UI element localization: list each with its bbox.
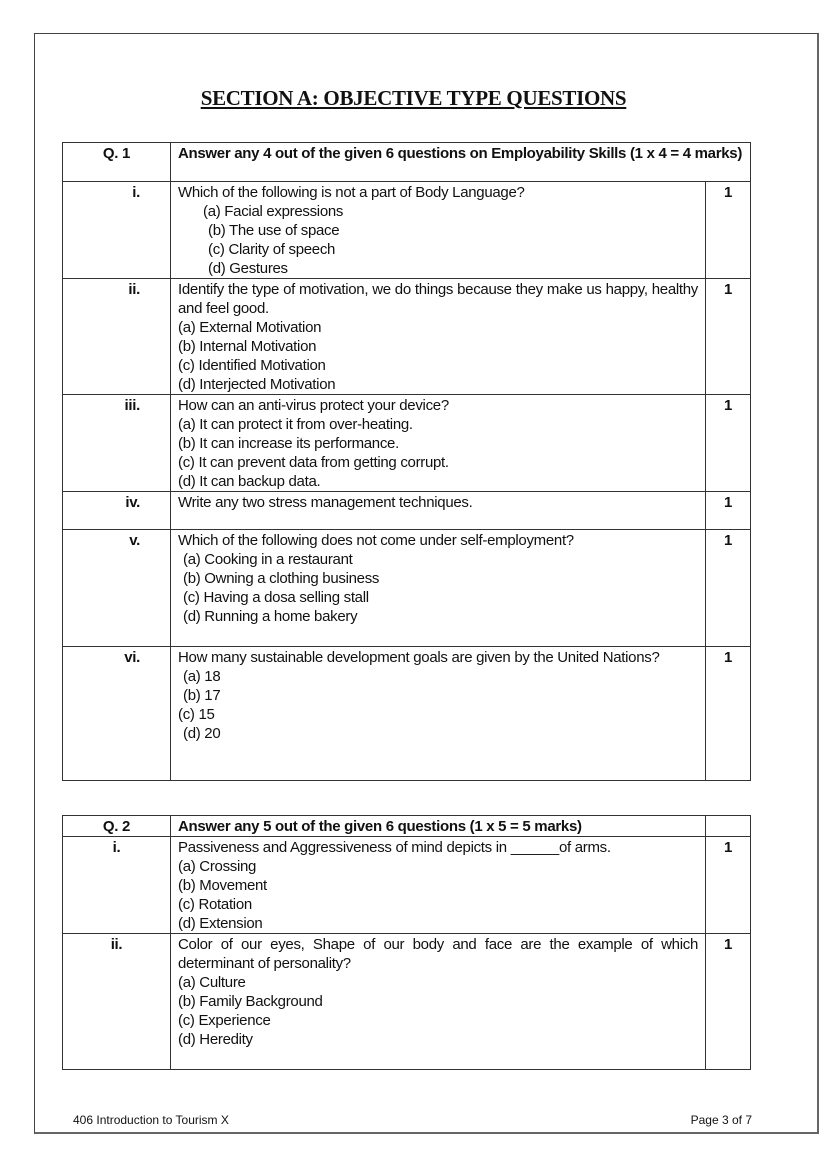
question-row [63,530,751,647]
item-content [171,182,706,279]
footer-course: 406 Introduction to Tourism X [73,1113,229,1127]
answer-option: (d) It can backup data. [178,473,321,490]
answer-option: (a) Crossing [178,858,257,875]
item-question-text: Passiveness and Aggressiveness of mind depicts in ______of arms. [178,839,611,856]
answer-option: (b) It can increase its performance. [178,435,399,452]
question-row [63,492,751,530]
item-marks: 1 [706,837,751,934]
section-title: SECTION A: OBJECTIVE TYPE QUESTIONS [200,86,627,110]
item-marks: 1 [706,492,751,530]
footer-page-number: Page 3 of 7 [690,1113,752,1127]
answer-option: (a) It can protect it from over-heating. [178,416,413,433]
item-marks: 1 [706,934,751,1070]
item-content [171,647,706,781]
marks-header-cell [706,816,751,837]
answer-option: (b) Movement [178,877,267,894]
answer-option: (c) Rotation [178,896,252,913]
question-row [63,837,751,934]
answer-option: (c) It can prevent data from getting corrupt. [178,454,449,471]
item-number: i. [63,182,171,279]
answer-option: (c) 15 [178,706,215,723]
item-question-text: Color of our eyes, Shape of our body and face are the example of which determinant of personality? [178,936,698,972]
answer-option: (d) Interjected Motivation [178,376,336,393]
question-row [63,647,751,781]
answer-option: (c) Identified Motivation [178,357,326,374]
item-number: i. [63,837,171,934]
answer-option: (d) Extension [178,915,263,932]
question-2-table [62,815,751,1070]
item-content [171,395,706,492]
answer-option: (a) Cooking in a restaurant [183,551,353,568]
item-question-text: Which of the following does not come under self-employment? [178,532,574,549]
item-question-text: Write any two stress management techniques. [178,494,473,511]
answer-option: (b) Owning a clothing business [183,570,380,587]
question-header-row [63,816,751,837]
question-instruction: Answer any 5 out of the given 6 questions (1 x 5 = 5 marks) [171,816,706,837]
answer-option: (b) Internal Motivation [178,338,317,355]
question-number: Q. 2 [63,816,171,837]
item-question-text: Identify the type of motivation, we do things because they make us happy, healthy and feel good. [178,281,698,317]
answer-option: (a) Facial expressions [203,203,344,220]
answer-option: (c) Clarity of speech [208,241,336,258]
answer-option: (a) Culture [178,974,246,991]
item-content [171,934,706,1070]
answer-option: (d) Heredity [178,1031,253,1048]
item-marks: 1 [706,279,751,395]
question-header-row [63,143,751,182]
item-question-text: Which of the following is not a part of Body Language? [178,184,525,201]
item-content [171,530,706,647]
item-marks: 1 [706,647,751,781]
question-row [63,182,751,279]
item-marks: 1 [706,395,751,492]
answer-option: (b) The use of space [208,222,340,239]
item-question-text: How many sustainable development goals are given by the United Nations? [178,649,660,666]
item-marks: 1 [706,530,751,647]
answer-option: (b) 17 [183,687,221,704]
answer-option: (a) 18 [183,668,221,685]
question-row [63,395,751,492]
item-content [171,492,706,530]
question-instruction: Answer any 4 out of the given 6 questions on Employability Skills (1 x 4 = 4 marks) [171,143,751,182]
answer-option: (d) 20 [183,725,221,742]
answer-option: (a) External Motivation [178,319,322,336]
item-number: iii. [63,395,171,492]
question-row [63,934,751,1070]
question-row [63,279,751,395]
answer-option: (d) Gestures [208,260,288,277]
item-question-text: How can an anti-virus protect your device? [178,397,449,414]
item-number: vi. [63,647,171,781]
answer-option: (d) Running a home bakery [183,608,358,625]
item-marks: 1 [706,182,751,279]
item-number: iv. [63,492,171,530]
item-number: ii. [63,279,171,395]
answer-option: (c) Experience [178,1012,271,1029]
answer-option: (c) Having a dosa selling stall [183,589,369,606]
item-content [171,279,706,395]
item-number: ii. [63,934,171,1070]
item-number: v. [63,530,171,647]
question-1-table [62,142,751,781]
answer-option: (b) Family Background [178,993,323,1010]
question-number: Q. 1 [63,143,171,182]
item-content [171,837,706,934]
